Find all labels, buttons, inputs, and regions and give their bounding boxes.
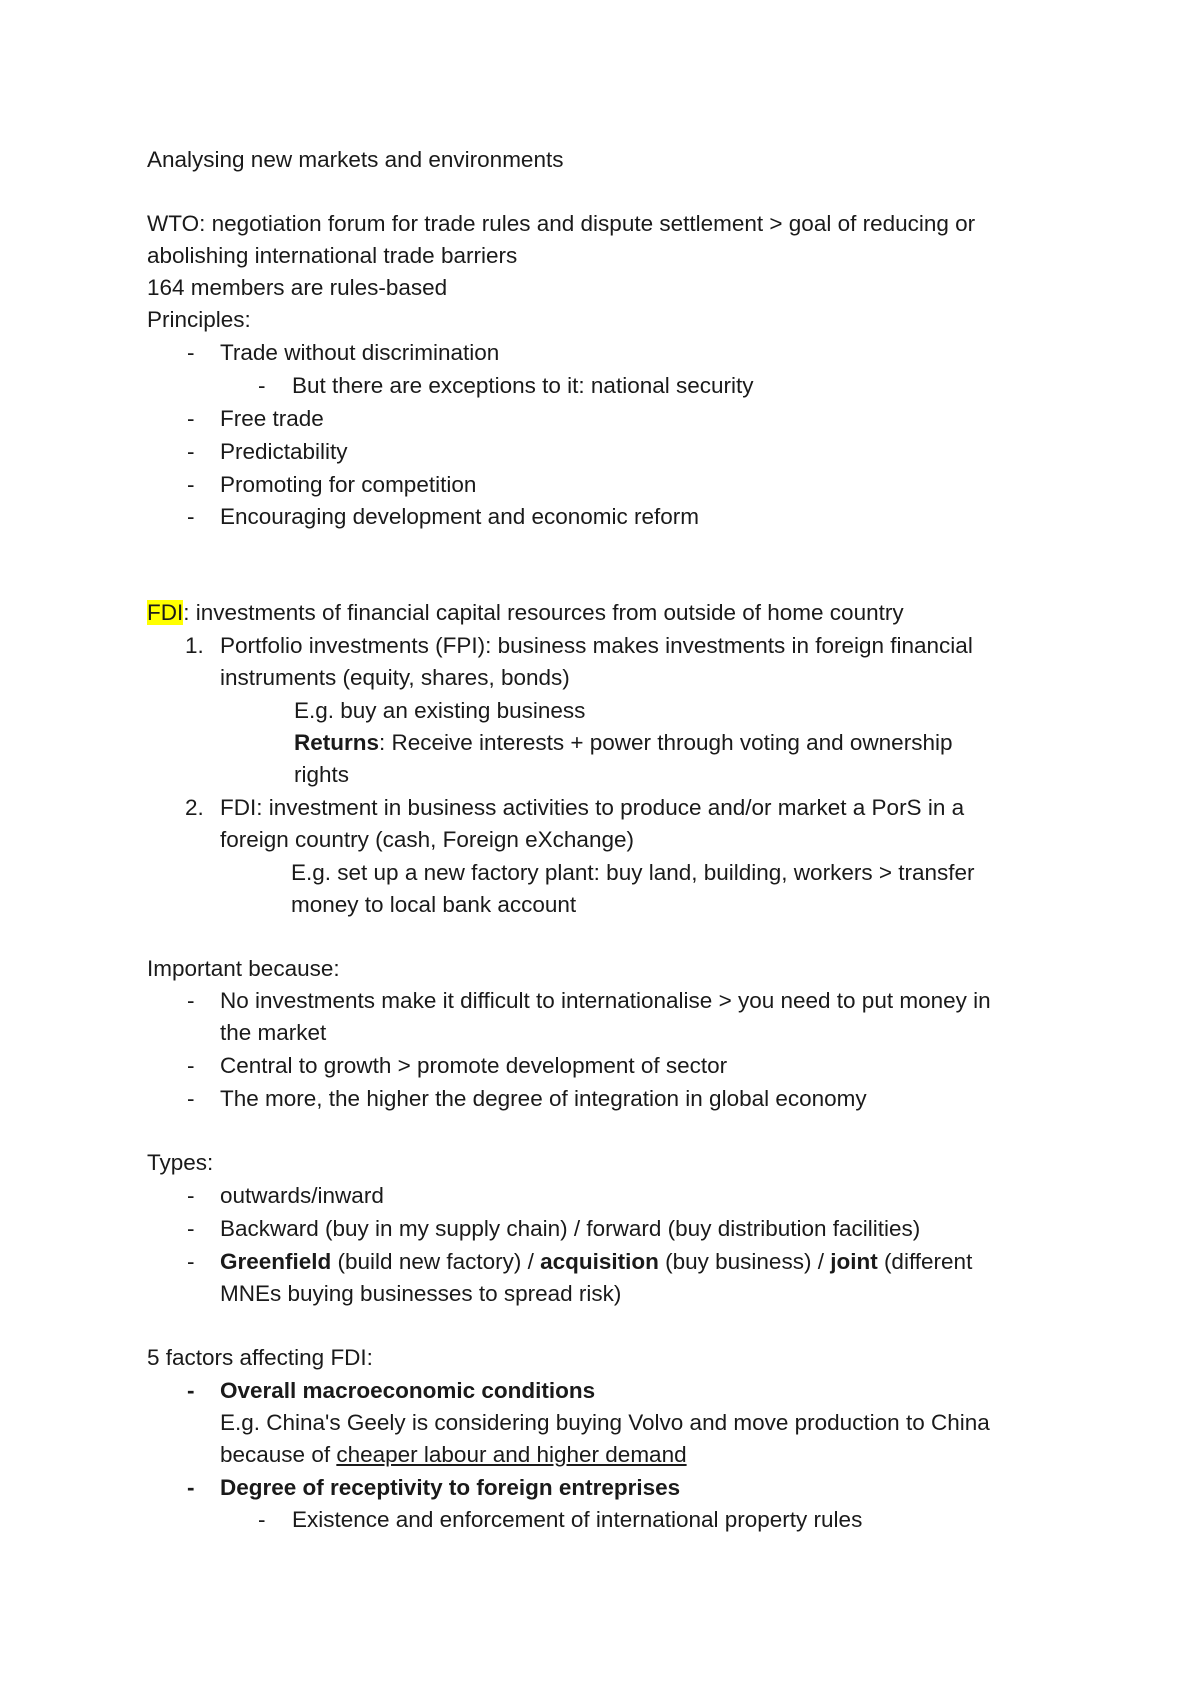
returns-label: Returns [294, 730, 380, 755]
principle-item: Trade without discrimination [220, 340, 500, 365]
principle-subitem: But there are exceptions to it: national security [292, 373, 754, 398]
important-label: Important because: [147, 956, 340, 981]
list-number: 1. [185, 633, 204, 658]
bullet-dash: - [187, 406, 195, 431]
factor-subitem: Existence and enforcement of international property rules [292, 1507, 863, 1532]
fdi-item-line-2: foreign country (cash, Foreign eXchange) [220, 827, 634, 852]
bullet-dash: - [187, 1378, 195, 1403]
principle-item: Encouraging development and economic reform [220, 504, 700, 529]
bullet-dash: - [187, 340, 195, 365]
important-item: No investments make it difficult to internationalise > you need to put money in [220, 988, 991, 1013]
wto-members-line: 164 members are rules-based [147, 275, 448, 300]
wto-definition-line-1: WTO: negotiation forum for trade rules and dispute settlement > goal of reducing or [147, 211, 976, 236]
important-item: The more, the higher the degree of integration in global economy [220, 1086, 867, 1111]
bullet-dash: - [187, 1216, 195, 1241]
principle-item: Promoting for competition [220, 472, 477, 497]
important-item: Central to growth > promote development of sector [220, 1053, 728, 1078]
greenfield-desc: (build new factory) / [331, 1249, 541, 1274]
types-item-entry-modes [220, 1246, 972, 1278]
bullet-dash: - [187, 504, 195, 529]
fdi-example-line-2: money to local bank account [291, 892, 577, 917]
bullet-dash: - [258, 373, 266, 398]
greenfield-term: Greenfield [220, 1249, 332, 1274]
fpi-line-1: Portfolio investments (FPI): business makes investments in foreign financial [220, 633, 973, 658]
bullet-dash: - [187, 439, 195, 464]
page-title: Analysing new markets and environments [147, 147, 564, 172]
fpi-returns-line-2: rights [294, 762, 350, 787]
wto-definition-line-2: abolishing international trade barriers [147, 243, 518, 268]
types-label: Types: [147, 1150, 214, 1175]
fdi-definition-text: : investments of financial capital resources from outside of home country [183, 600, 904, 625]
fdi-highlighted-term: FDI [147, 600, 184, 625]
fdi-definition-line [147, 597, 904, 629]
acquisition-term: acquisition [540, 1249, 659, 1274]
fpi-example: E.g. buy an existing business [294, 698, 586, 723]
bullet-dash: - [187, 472, 195, 497]
acquisition-desc: (buy business) / [658, 1249, 831, 1274]
important-item-cont: the market [220, 1020, 327, 1045]
factors-label: 5 factors affecting FDI: [147, 1345, 373, 1370]
fdi-item-line-1: FDI: investment in business activities to produce and/or market a PorS in a [220, 795, 965, 820]
bullet-dash: - [258, 1507, 266, 1532]
bullet-dash: - [187, 1249, 195, 1274]
fdi-example-line-1: E.g. set up a new factory plant: buy land, building, workers > transfer [291, 860, 975, 885]
bullet-dash: - [187, 1183, 195, 1208]
list-number: 2. [185, 795, 204, 820]
types-item: outwards/inward [220, 1183, 384, 1208]
principle-item: Predictability [220, 439, 348, 464]
bullet-dash: - [187, 988, 195, 1013]
types-item: Backward (buy in my supply chain) / forward (buy distribution facilities) [220, 1216, 921, 1241]
types-item-cont: MNEs buying businesses to spread risk) [220, 1281, 622, 1306]
fpi-returns-line [294, 727, 952, 759]
factor-title: Degree of receptivity to foreign entreprises [220, 1475, 681, 1500]
joint-desc: (different [877, 1249, 973, 1274]
principles-label: Principles: [147, 307, 251, 332]
factor-example: E.g. China's Geely is considering buying Volvo and move production to China [220, 1410, 990, 1435]
bullet-dash: - [187, 1086, 195, 1111]
factor-title: Overall macroeconomic conditions [220, 1378, 596, 1403]
factor-example-prefix: because of [220, 1442, 337, 1467]
bullet-dash: - [187, 1053, 195, 1078]
underlined-reason: cheaper labour and higher demand [336, 1442, 687, 1467]
returns-text: : Receive interests + power through voting and ownership [379, 730, 953, 755]
fpi-line-2: instruments (equity, shares, bonds) [220, 665, 570, 690]
principle-item: Free trade [220, 406, 324, 431]
factor-example-cont [220, 1439, 687, 1471]
bullet-dash: - [187, 1475, 195, 1500]
joint-term: joint [830, 1249, 878, 1274]
